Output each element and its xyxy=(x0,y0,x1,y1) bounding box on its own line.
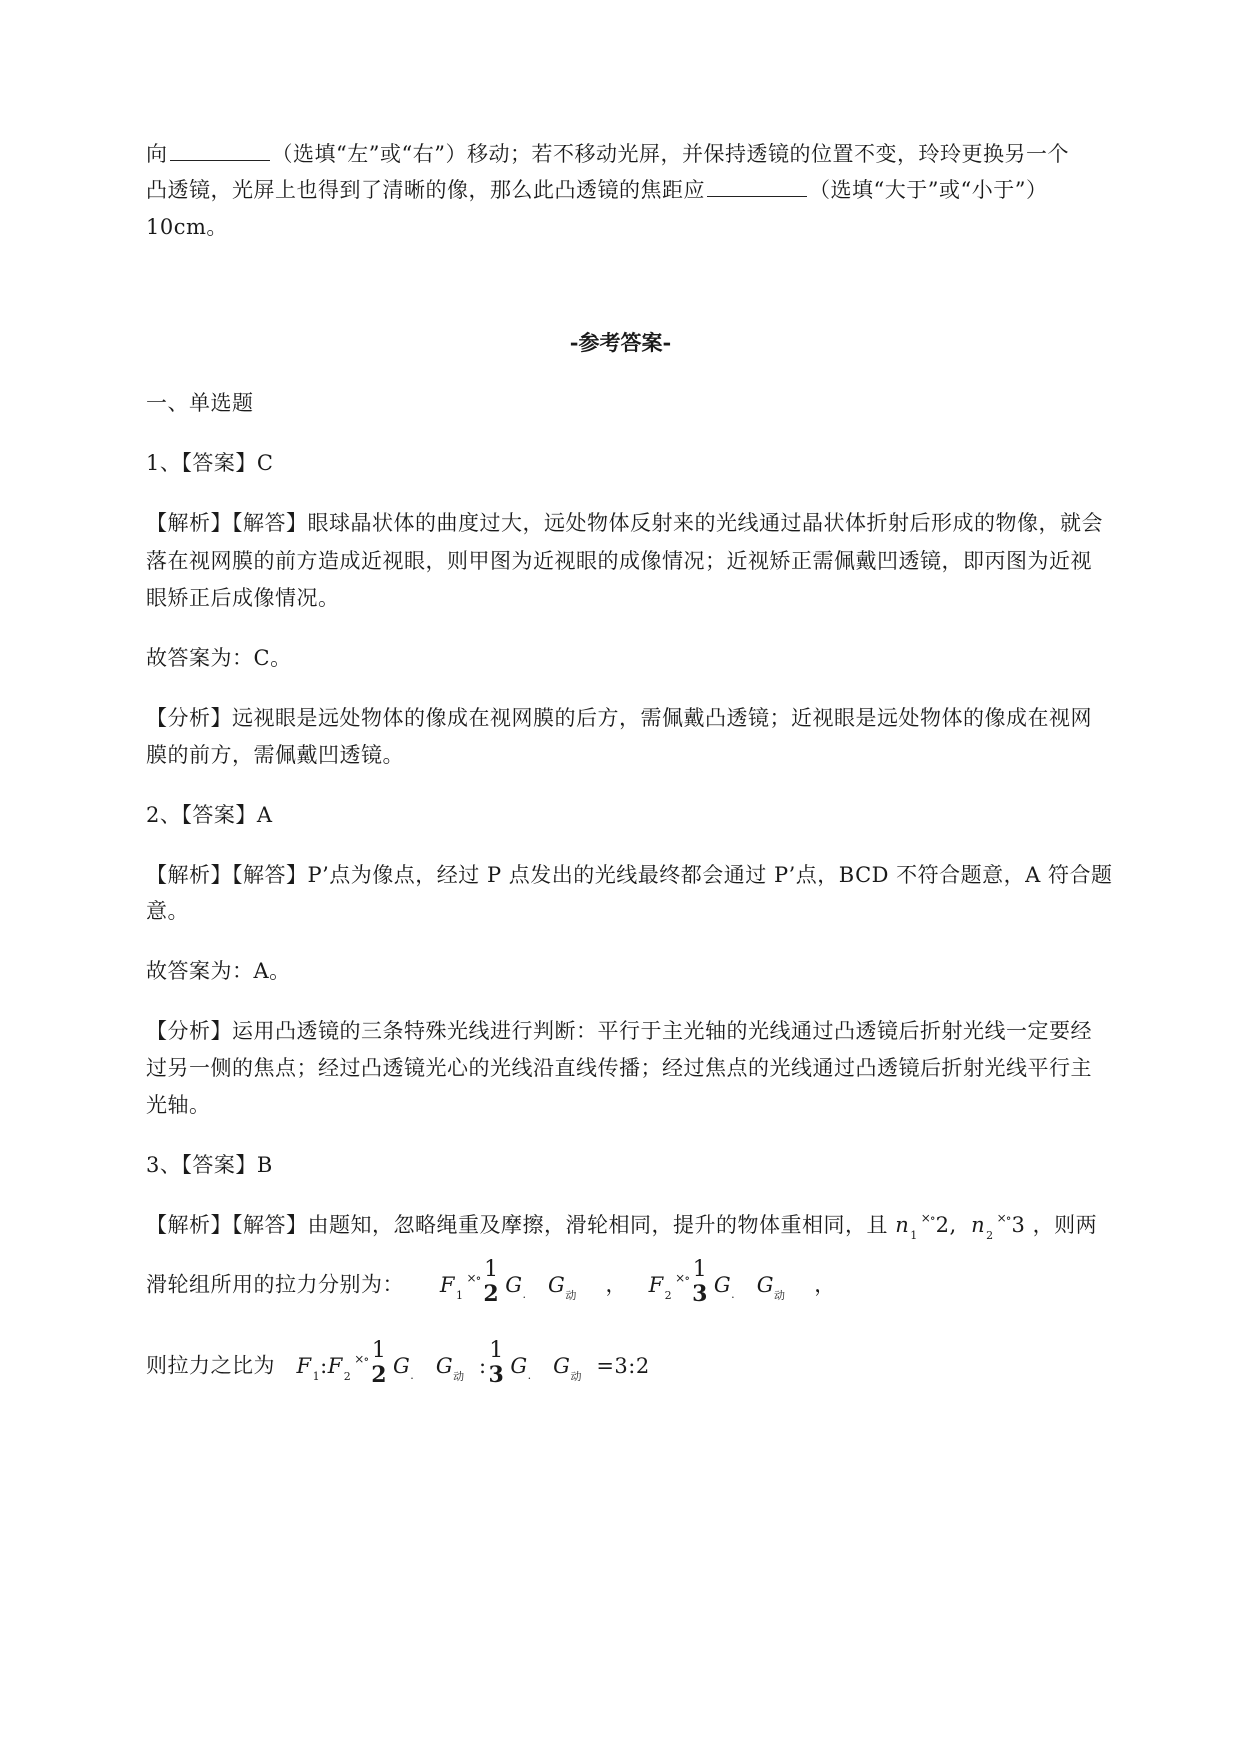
q2-comment-line-2: 过另一侧的焦点；经过凸透镜光心的光线沿直线传播；经过焦点的光线通过凸透镜后折射光线平行主 xyxy=(146,1056,1092,1080)
q2-answer: 2、【答案】A xyxy=(146,803,273,827)
part-heading: 一、单选题 xyxy=(146,391,254,415)
intro-line-3: 10cm。 xyxy=(146,215,228,239)
q1-comment-line-2: 膜的前方，需佩戴凹透镜。 xyxy=(146,743,404,767)
q2-analysis-line-2: 意。 xyxy=(146,899,189,923)
n1-equation: $n_1\times\circ 2$, $n_2\times\circ 3$ xyxy=(895,1211,1026,1242)
intro-line-1 xyxy=(146,140,1146,168)
q2-comment-line-3: 光轴。 xyxy=(146,1093,211,1117)
q3-analysis-text: 滑轮组所用的拉力分别为： xyxy=(146,1272,404,1297)
fill-blank xyxy=(170,142,270,161)
q2-analysis-line-1: 【解析】【解答】P’点为像点，经过 P 点发出的光线最终都会通过 P’点，BCD 不符合题意，A 符合题 xyxy=(146,863,1113,887)
intro-text: （选填“大于”或“小于”） xyxy=(809,178,1048,202)
q2-comment-line-1: 【分析】运用凸透镜的三条特殊光线进行判断：平行于主光轴的光线通过凸透镜后折射光线一定要经 xyxy=(146,1019,1092,1043)
intro-text: （选填“左”或“右”）移动；若不移动光屏，并保持透镜的位置不变，玲玲更换另一个 xyxy=(271,142,1069,166)
q3-analysis-text: ，则两 xyxy=(1032,1213,1098,1237)
q3-analysis-line-1 xyxy=(146,1211,1146,1243)
ratio-formula: $F_1:F_2\times\circ$ 1 2 $G_.$ $G_动$ : 1 3 $G_.$ $G_动$ =3:2 xyxy=(296,1338,650,1388)
q2-conclusion: 故答案为：A。 xyxy=(146,959,291,983)
intro-text: 凸透镜，光屏上也得到了清晰的像，那么此凸透镜的焦距应 xyxy=(146,178,705,202)
intro-text: 向 xyxy=(146,142,168,166)
q1-analysis-line-1: 【解析】【解答】眼球晶状体的曲度过大，远处物体反射来的光线通过晶状体折射后形成的物像，就会 xyxy=(146,511,1103,535)
q3-analysis-text: 【解析】【解答】由题知，忽略绳重及摩擦，滑轮相同，提升的物体重相同，且 xyxy=(146,1213,888,1237)
q3-answer: 3、【答案】B xyxy=(146,1153,273,1177)
q1-answer: 1、【答案】C xyxy=(146,451,274,475)
q3-analysis-line-2: 滑轮组所用的拉力分别为： $F_1\times\circ$ 1 2 $G_.$ $G_动$ ， $F_2\times\circ$ 1 3 $G_.$ $G_动$ ， xyxy=(146,1257,836,1307)
fill-blank xyxy=(707,178,807,197)
q1-conclusion: 故答案为：C。 xyxy=(146,646,292,670)
q3-analysis-text: 则拉力之比为 xyxy=(146,1353,275,1378)
q1-analysis-line-3: 眼矫正后成像情况。 xyxy=(146,586,340,610)
q1-comment-line-1: 【分析】远视眼是远处物体的像成在视网膜的后方，需佩戴凸透镜；近视眼是远处物体的像成在视网 xyxy=(146,706,1092,730)
q3-analysis-line-3 xyxy=(146,1338,1146,1399)
section-title: -参考答案- xyxy=(569,330,672,355)
f1-formula: $F_1\times\circ$ 1 2 $G_.$ $G_动$ xyxy=(439,1257,577,1307)
f2-formula: $F_2\times\circ$ 1 3 $G_.$ $G_动$ xyxy=(648,1257,786,1307)
q1-analysis-line-2: 落在视网膜的前方造成近视眼，则甲图为近视眼的成像情况；近视矫正需佩戴凹透镜，即丙图为近视 xyxy=(146,549,1092,573)
intro-line-2 xyxy=(146,176,1146,204)
